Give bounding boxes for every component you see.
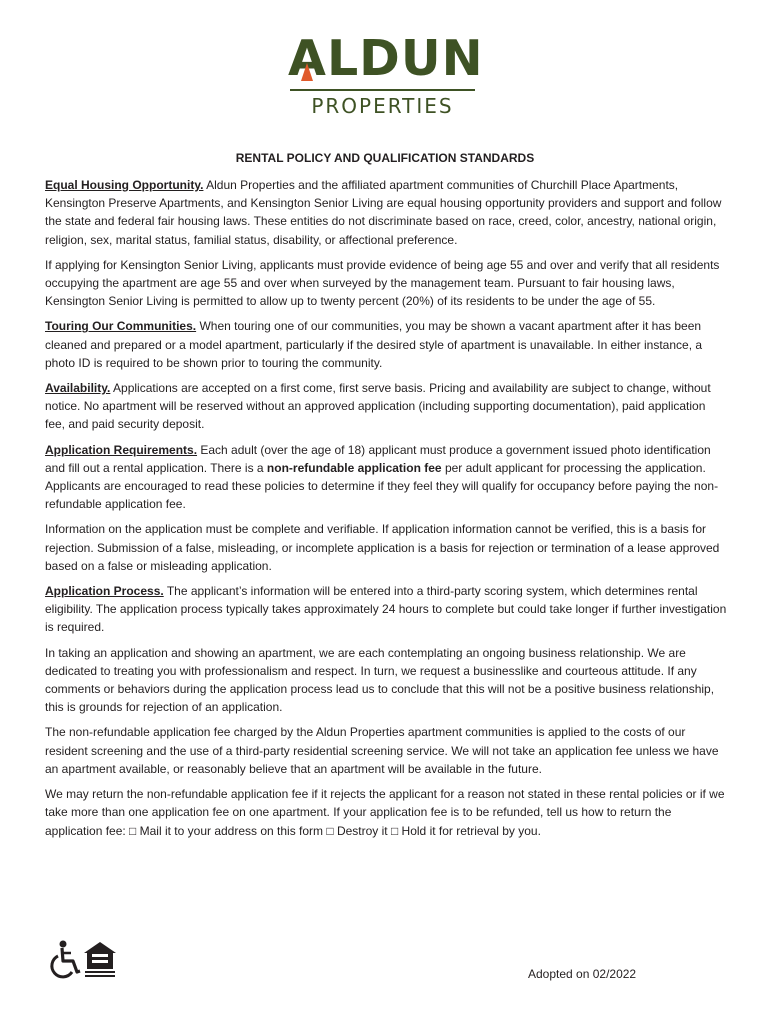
text-relationship: In taking an application and showing an apartment, we are each contemplating an ongoing business relationship. We are dedicated to treating you with professionalism and respect. In turn, we request a businesslike and courteous attitude. If any comments or behaviors during the application process lead us to conclude that this will not be a positive business relationship, this is grounds for rejection of an application. (45, 645, 715, 715)
logo-wordmark-rest: LDUN (326, 30, 484, 87)
paragraph-equal-housing (45, 176, 728, 249)
text-refund: We may return the non-refundable application fee if it rejects the applicant for a reason not stated in these rental policies or if we take more than one application fee on one apartment. If your application fee is to be refunded, tell us how to return the application fee: □ Mail it to your address on this form □ Destroy it □ Hold it for retrieval by you. (45, 787, 725, 838)
text-equal-housing: Aldun Properties and the affiliated apartment communities of Churchill Place Apartments, Kensington Preserve Apartments, and Kensington Senior Living are equal housing opportunity providers and support and follow the state and federal fair housing laws. These entities do not discriminate based on race, creed, color, ancestry, national origin, religion, sex, marital status, familial status, disability, or affectional preference. (45, 178, 722, 247)
document-title: RENTAL POLICY AND QUALIFICATION STANDARDS (235, 151, 535, 165)
paragraph-touring (45, 317, 728, 372)
heading-equal-housing: Equal Housing Opportunity. (45, 178, 204, 192)
logo-subtitle: PROPERTIES (311, 94, 454, 118)
heading-touring: Touring Our Communities. (45, 319, 197, 334)
accessibility-icon (52, 941, 80, 977)
text-availability: Applications are accepted on a first come, first serve basis. Pricing and availability are subject to change, without notice. No apartment will be reserved without an approved application (including supporting documentation), paid application fee, and paid security deposit. (45, 381, 711, 432)
logo-orange-wedge (301, 63, 313, 81)
adopted-date: Adopted on 02/2022 (528, 967, 637, 981)
text-requirements-bold: non-refundable application fee (266, 460, 442, 475)
text-requirements-after: per adult applicant for processing the application. Applicants are encouraged to read these policies to determine if they feel they will qualify for occupancy before paying the non-refundable application fee. (45, 460, 719, 512)
footer-icons-svg (47, 939, 127, 984)
paragraph-refund (45, 785, 728, 840)
text-requirements-before: Each adult (over the age of 18) applicant must produce a government issued photo identification and fill out a rental application. There is a (45, 442, 711, 475)
document-body (45, 176, 728, 847)
text-fee: The non-refundable application fee charged by the Aldun Properties apartment communities is applied to the costs of our resident screening and the use of a third-party residential screening service. We will not take an application fee unless we have an apartment available, or reasonably believe that an apartment will be available in the future. (45, 725, 719, 776)
paragraph-relationship (45, 644, 728, 717)
text-touring: When touring one of our communities, you may be shown a vacant apartment after it has been cleaned and prepared or a model apartment, particularly if the desired style of apartment is unavailable. In either instance, a photo ID is required to be shown prior to touring the community. (45, 319, 703, 370)
paragraph-verifiable (45, 520, 728, 575)
heading-requirements: Application Requirements. (45, 442, 198, 457)
paragraph-process (45, 582, 728, 637)
paragraph-senior-living (45, 256, 728, 311)
logo-wordmark (288, 28, 484, 90)
logo-divider (290, 89, 475, 91)
equal-housing-icon (84, 942, 116, 977)
text-senior-living: If applying for Kensington Senior Living, applicants must provide evidence of being age 55 and over and verify that all residents occupying the apartment are age 55 and over when surveyed by the management team. Pursuant to fair housing laws, Kensington Senior Living is permitted to allow up to twenty percent (20%) of its residents to be under the age of 55. (45, 257, 720, 309)
paragraph-fee (45, 723, 728, 778)
logo-letter-a: A (288, 30, 327, 87)
text-process: The applicant’s information will be entered into a third-party scoring system, which determines rental eligibility. The application process typically takes approximately 24 hours to complete but could take longer if further investigation is required. (45, 584, 727, 635)
aldun-logo (0, 0, 770, 130)
paragraph-requirements (45, 441, 728, 514)
text-verifiable: Information on the application must be complete and verifiable. If application information cannot be verified, this is a basis for rejection. Submission of a false, misleading, or incomplete application is a basis for rejection or termination of a lease approved based on a false or misleading application. (45, 522, 720, 573)
heading-process: Application Process. (45, 584, 164, 599)
paragraph-availability (45, 379, 728, 434)
footer-icons (47, 939, 127, 984)
heading-availability: Availability. (45, 381, 111, 396)
